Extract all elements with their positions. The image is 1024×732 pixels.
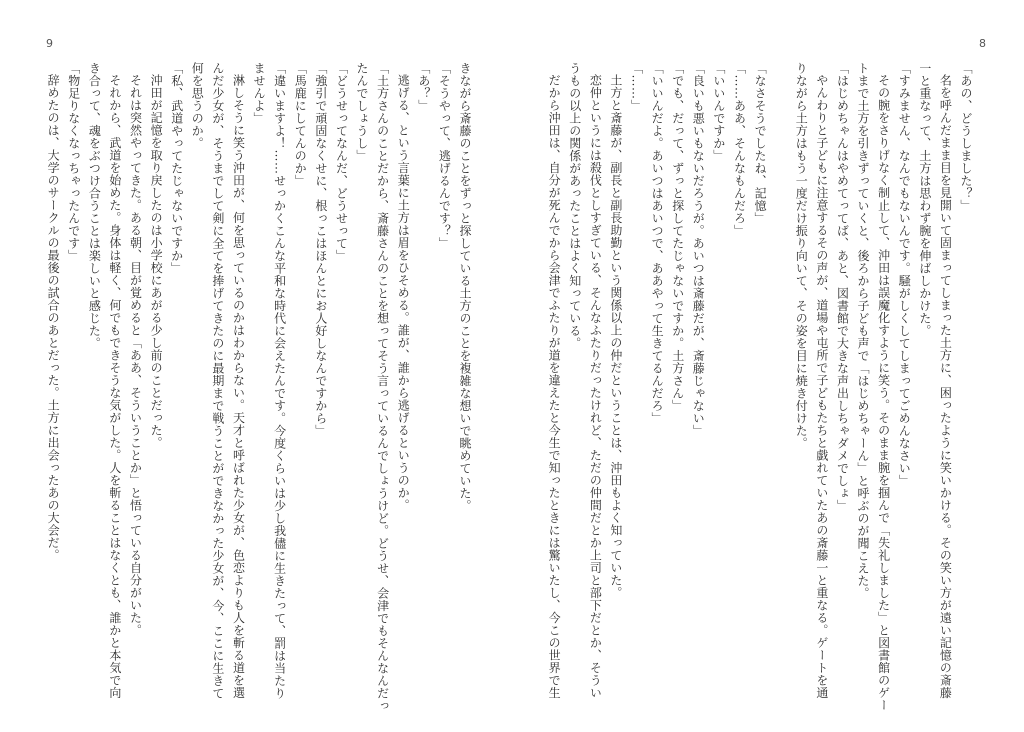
text-line: 「私、武道やってたじゃないですか」 — [169, 62, 184, 275]
text-line: その腕をさりげなく制止して、沖田は誤魔化すように笑う。そのまま腕を掴んで「失礼しました」と図書館のゲー — [876, 74, 891, 712]
text-line: 「どうせってなんだ、どうせって」 — [334, 62, 349, 262]
text-line: 「すみません、なんでもないんです。騒がしくしてしまってごめんなさい」 — [897, 62, 912, 487]
right-page-text — [544, 62, 976, 712]
text-line: 一と重なって、土方は思わず腕を伸ばしかけた。 — [917, 62, 932, 337]
text-line: 「いいんですか」 — [711, 62, 726, 162]
text-line: 淋しそうに笑う沖田が、何を思っているのかはわからない。天才と呼ばれた少女が、色恋よりも人を斬る道を選 — [231, 74, 246, 699]
text-line: やんわりと子どもに注意するその声が、道場や屯所で子どもたちと戯れていたあの斎藤一と重なる。ゲートを通 — [814, 74, 829, 699]
text-line: き合って、魂をぶつけ合うことは楽しいと感じた。 — [87, 62, 102, 350]
text-line: 逃げる、という言葉に土方は眉をひそめる。誰が、誰から逃げるというのか。 — [396, 74, 411, 512]
text-line: 「あの、どうしました？」 — [959, 62, 973, 212]
text-line: 「そうやって、逃げるんです？」 — [437, 62, 452, 250]
text-line: だから沖田は、自分が死んでから会津でふたりが道を違えたと今生で知ったときには驚いたし、今この世界で生 — [547, 74, 562, 699]
text-line: それは突然やってきた。ある朝、目が覚めると「ああ、そういうことか」と悟っている自分がいた。 — [128, 74, 143, 637]
text-line: 「はじめちゃんはやめてってば、あと、図書館で大きな声出しちゃダメでしょ」 — [835, 62, 850, 512]
text-line: 沖田が記憶を取り戻したのは小学校にあがる少し前のことだった。 — [149, 74, 164, 449]
text-line: 辞めたのは、大学のサークルの最後の試合のあとだった。土方に出会ったあの大会だ。 — [46, 74, 61, 562]
text-line — [770, 62, 791, 682]
text-line: 土方と斎藤が、副長と副長助勤という関係以上の仲だということは、沖田もよく知っていた。 — [608, 74, 623, 599]
text-line: トまで土方を引きずっていくと、後ろから子ども声で「はじめちゃーん」と呼ぶのが聞こえた。 — [856, 62, 871, 600]
text-line: 「あ？」 — [416, 62, 431, 112]
text-line: 「いいんだよ。あいつはあいつで、ああやって生きてるんだろ」 — [650, 62, 665, 425]
text-line: 「なさそうでしたね、記憶」 — [753, 62, 768, 225]
text-line: んだ少女が、そうまでして剣に全てを捧げてきたのに最期まで戦うことができなかった少女が、今、ここに生きて — [210, 62, 225, 700]
page-number-right: 8 — [979, 37, 986, 50]
text-line: 「馬鹿にしてんのか」 — [293, 62, 308, 187]
text-line: 「強引で頑固なくせに、根っこはほんとにお人好しなんですから」 — [313, 62, 328, 437]
text-line: ませんよ」 — [252, 62, 267, 125]
text-line: 名を呼んだまま目を見開いて固まってしまった土方に、困ったように笑いかける。その笑い方が遠い記憶の斎藤 — [938, 74, 953, 699]
left-page-text — [43, 62, 475, 712]
text-line: りながら土方はもう一度だけ振り向いて、その姿を目に焼き付けた。 — [794, 62, 809, 450]
right-page — [512, 0, 1024, 732]
text-line: 何を思うのか。 — [190, 62, 205, 150]
text-line: 「違いますよ！……せっかくこんな平和な時代に会えたんです。今度くらいは少し我儘に生きたって、罰は当たり — [272, 62, 287, 700]
text-line: それから、武道を始めた。身体は軽く、何でもできそうな気がした。人を斬ることはなくとも、誰かと本気で向 — [107, 74, 122, 699]
text-line: 「……」 — [629, 62, 644, 112]
text-line: たんでしょうし」 — [355, 62, 370, 162]
text-line: 「……ああ、そんなもんだろ」 — [732, 62, 747, 237]
text-line: 「良いも悪いもないだろうが。あいつは斎藤だが、斎藤じゃない」 — [691, 62, 706, 437]
text-line: 「土方さんのことだから、斎藤さんのことを想ってそう言っているんでしょうけど。どうせ、会津でもそんなんだっ — [375, 62, 390, 712]
text-line: 「物足りなくなっちゃったんです」 — [66, 62, 81, 262]
text-line: うもの以上の関係があったことはよく知っている。 — [567, 62, 582, 350]
text-line: きながら斎藤のことをずっと探している土方のことを複雑な想いで眺めていた。 — [458, 62, 472, 512]
text-line: 恋仲というには殺伐としすぎている、そんなふたりだったけれど、ただの仲間だとか上司と部下だとか、そうい — [588, 74, 603, 699]
text-line: 「でも、だって、ずっと探してたじゃないですか。土方さん」 — [670, 62, 685, 412]
page-number-left: 9 — [46, 37, 53, 50]
